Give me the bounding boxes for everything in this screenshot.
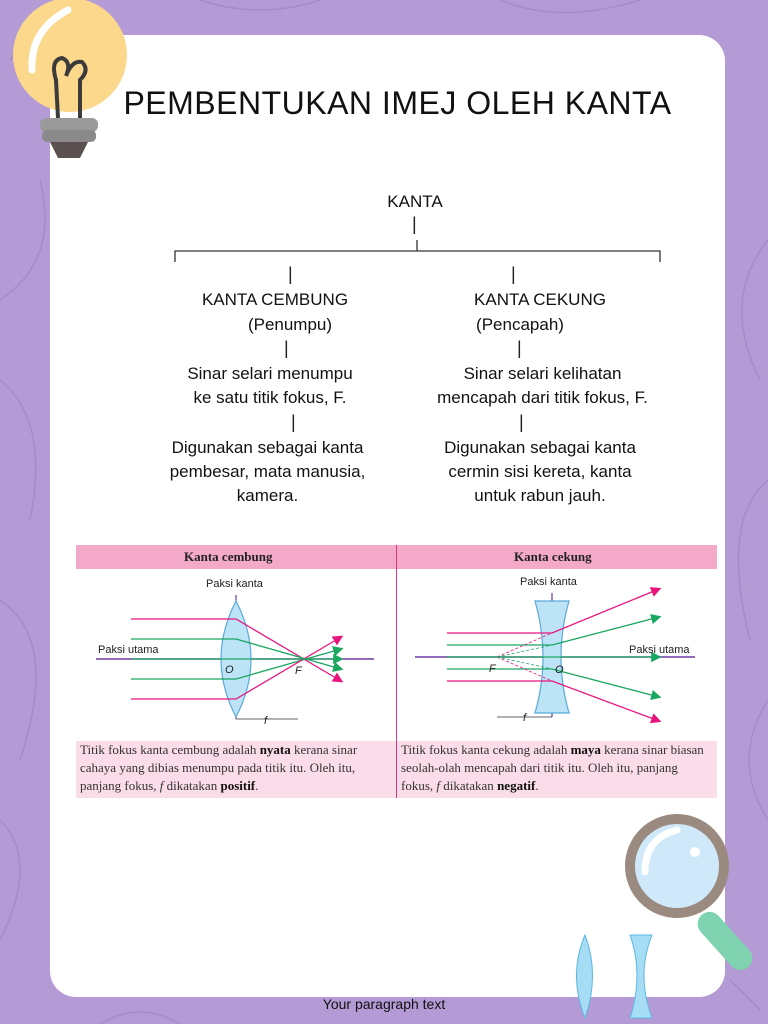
tree-connector: |	[517, 338, 522, 358]
convex-property: Sinar selari menumpu ke satu titik fokus, F.	[187, 364, 353, 407]
tree-connector: |	[291, 412, 296, 432]
convex-heading: KANTA CEMBUNG	[201, 290, 349, 309]
concave-focus-label: F	[489, 663, 496, 675]
tree-connector: |	[519, 412, 524, 432]
concave-main-axis-label: Paksi utama	[629, 644, 690, 656]
convex-optical-centre-label: O	[225, 664, 234, 676]
convex-focal-length-label: f	[264, 715, 268, 727]
footer-placeholder-text[interactable]: Your paragraph text	[322, 996, 446, 1012]
concave-caption: Titik fokus kanta cekung adalah maya kerana sinar biasan seolah-olah mencapah dari titik itu. Oleh itu, panjang fokus, f dikatakan negatif.	[397, 741, 717, 798]
tree-root: KANTA	[387, 192, 443, 211]
convex-focus-label: F	[295, 665, 302, 677]
concave-usage: Digunakan sebagai kanta cermin sisi kereta, kanta untuk rabun jauh.	[444, 438, 636, 505]
convex-subheading: (Penumpu)	[247, 315, 333, 334]
tree-branch-line	[170, 240, 665, 264]
tree-connector: |	[412, 214, 417, 234]
concave-focal-length-label: f	[523, 712, 527, 724]
concave-optical-centre-label: O	[555, 664, 564, 676]
concave-column-header: Kanta cekung	[514, 549, 592, 564]
concave-lens-diagram	[397, 569, 717, 741]
concave-subheading: (Pencapah)	[476, 315, 564, 334]
tree-connector: |	[288, 264, 293, 284]
page-title: PEMBENTUKAN IMEJ OLEH KANTA	[123, 85, 672, 121]
column-divider	[396, 545, 397, 798]
convex-lens-diagram	[76, 569, 396, 741]
convex-caption: Titik fokus kanta cembung adalah nyata kerana sinar cahaya yang dibias menumpu pada titik itu. Oleh itu, panjang fokus, f dikatakan positif.	[76, 741, 396, 798]
convex-main-axis-label: Paksi utama	[98, 644, 159, 656]
convex-column-header: Kanta cembung	[184, 549, 273, 564]
concave-lens-axis-label: Paksi kanta	[520, 576, 577, 588]
lens-comparison-table	[76, 545, 717, 798]
tree-connector: |	[284, 338, 289, 358]
convex-lens-axis-label: Paksi kanta	[206, 578, 263, 590]
convex-usage: Digunakan sebagai kanta pembesar, mata manusia, kamera.	[169, 438, 366, 505]
concave-heading: KANTA CEKUNG	[474, 290, 606, 309]
tree-connector: |	[511, 264, 516, 284]
concave-property: Sinar selari kelihatan mencapah dari titik fokus, F.	[437, 364, 648, 407]
